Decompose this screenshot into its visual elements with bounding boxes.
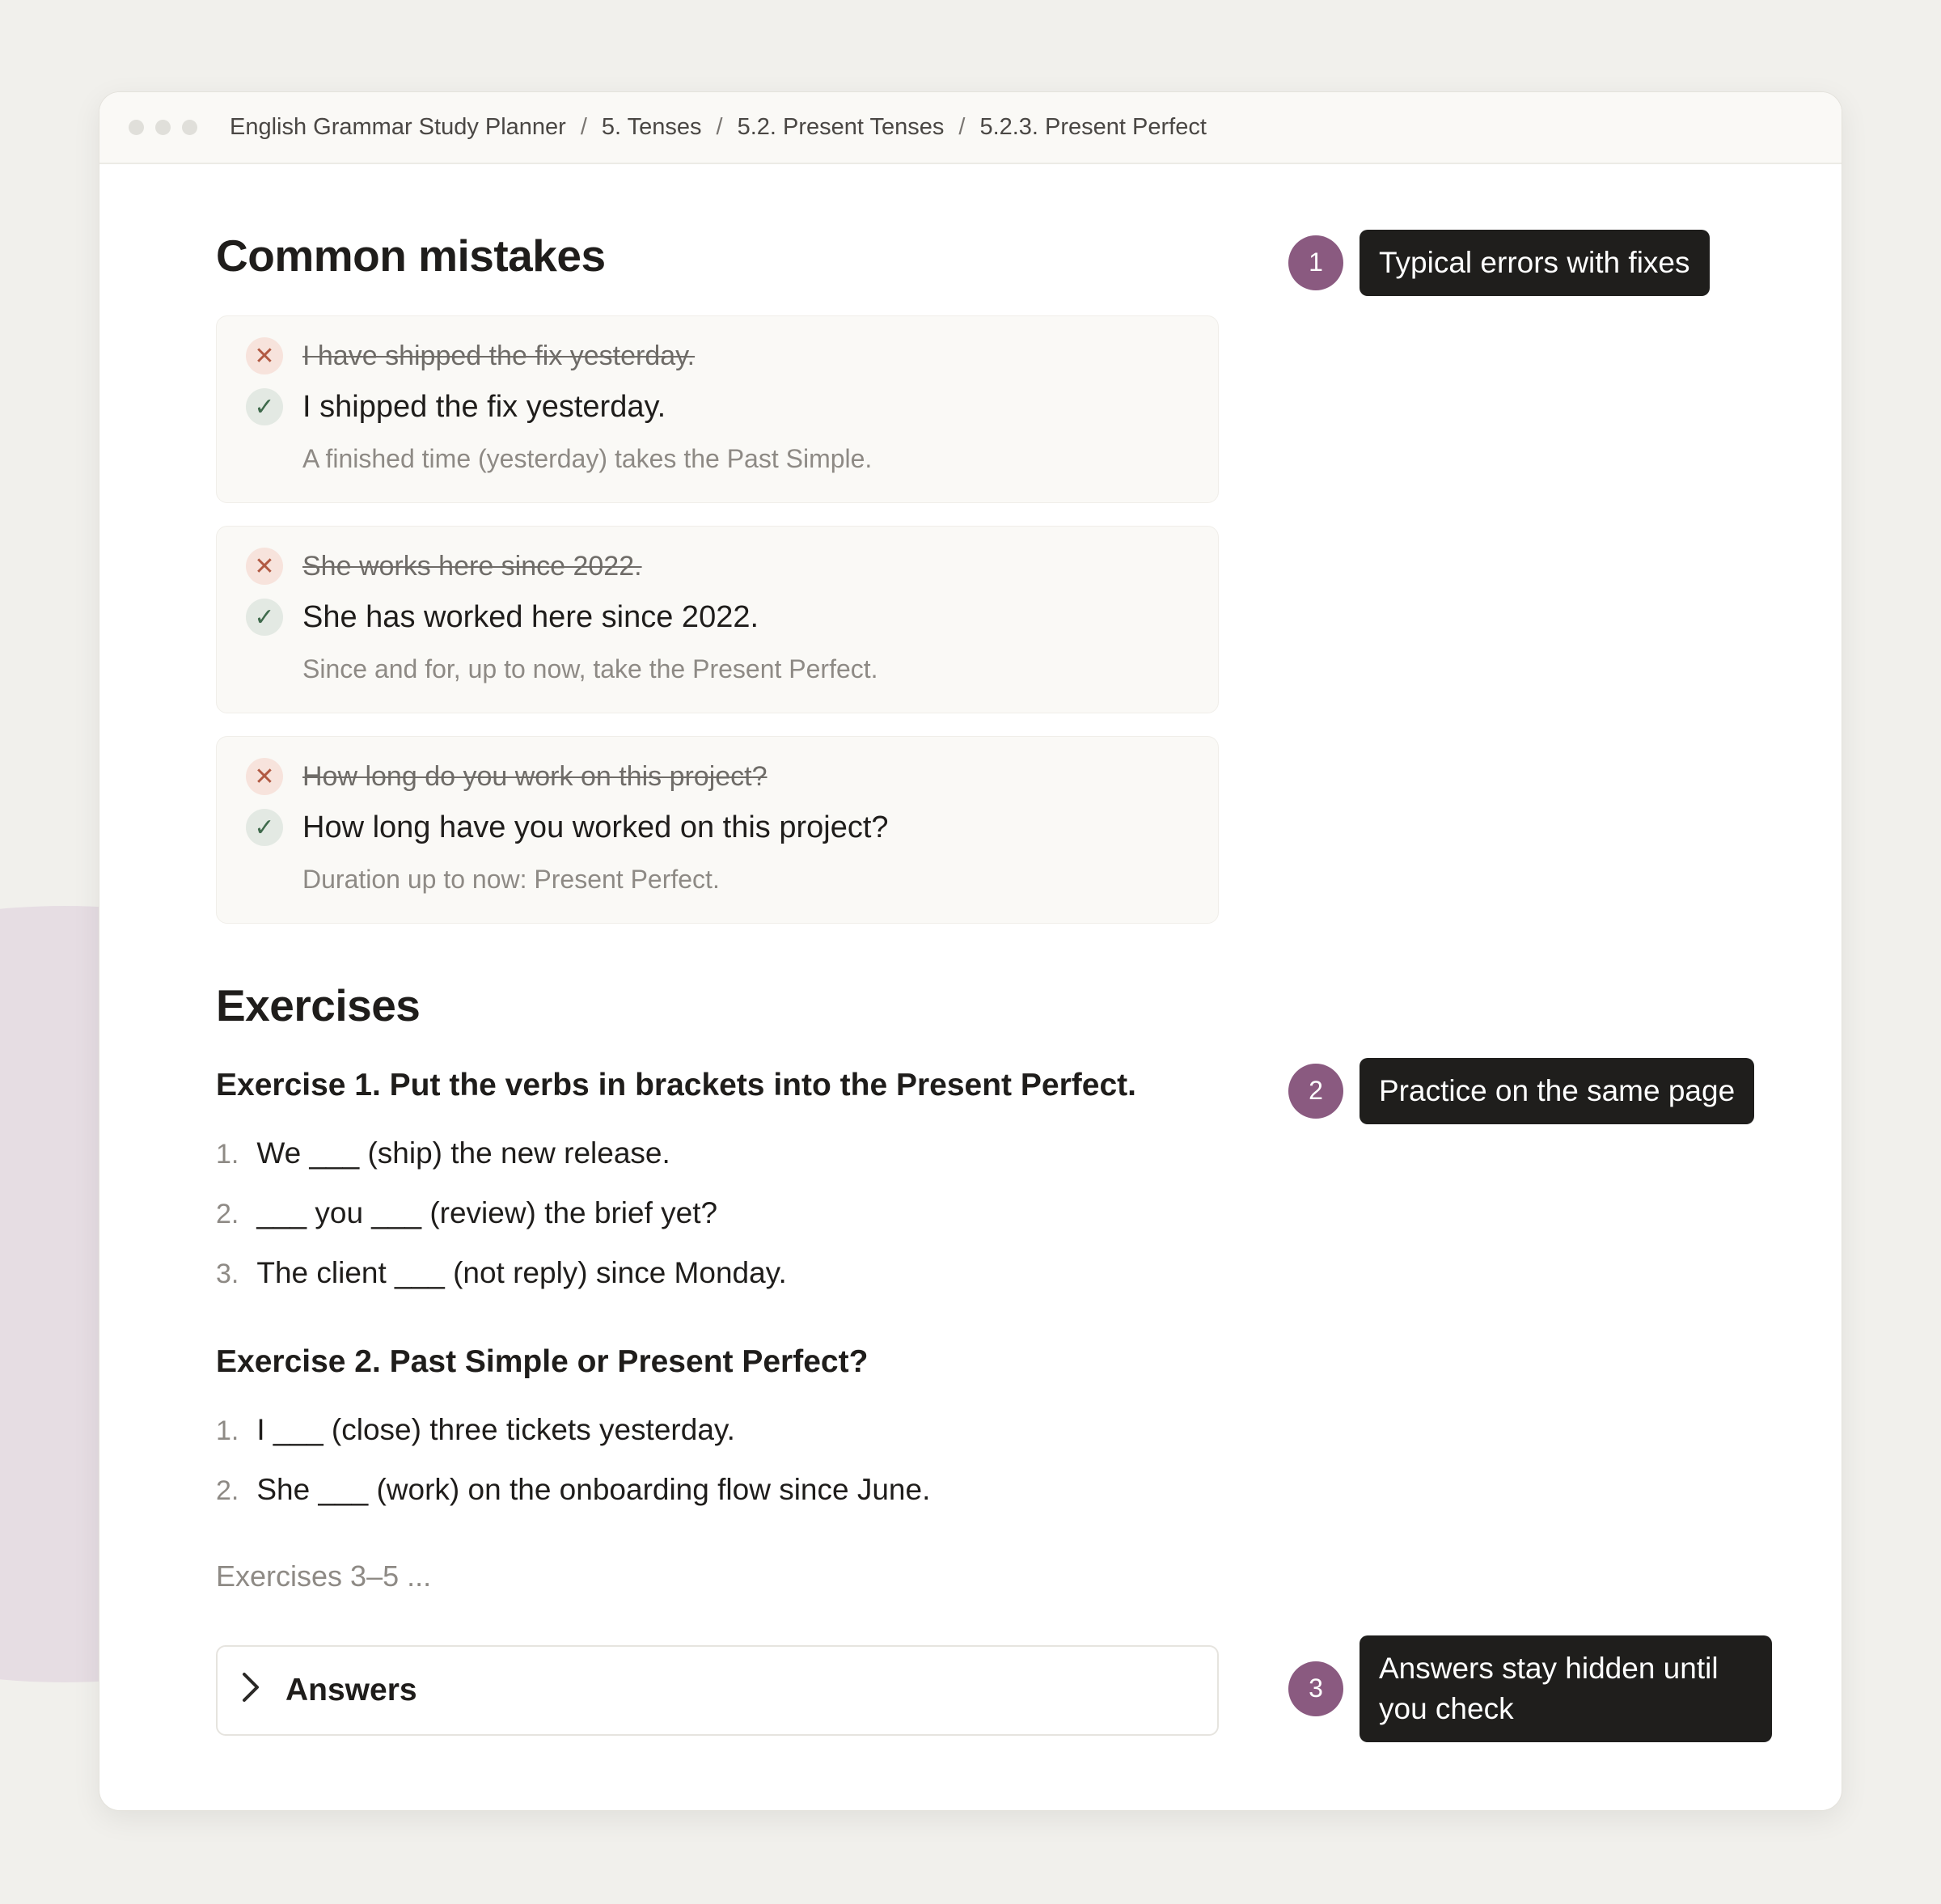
exercise-item [216, 1473, 930, 1507]
callout-number: 3 [1288, 1661, 1343, 1716]
item-text: ___ you ___ (review) the brief yet? [256, 1196, 718, 1229]
breadcrumb-item-present-tenses[interactable]: 5.2. Present Tenses [737, 114, 945, 140]
breadcrumb-separator: / [580, 114, 587, 140]
item-number: 2. [216, 1199, 239, 1229]
exercise-item [216, 1413, 735, 1447]
chevron-right-icon [240, 1671, 261, 1710]
check-icon: ✓ [246, 599, 283, 636]
mistake-card [216, 736, 1219, 924]
item-text: We ___ (ship) the new release. [256, 1136, 670, 1170]
callout-2 [1288, 1058, 1754, 1124]
item-number: 1. [216, 1139, 239, 1170]
item-number: 3. [216, 1259, 239, 1289]
more-exercises-note: Exercises 3–5 ... [216, 1559, 432, 1593]
correct-sentence: She has worked here since 2022. [302, 599, 759, 634]
right-row [246, 599, 759, 636]
wrong-sentence: How long do you work on this project? [302, 760, 768, 792]
exercise-item [216, 1136, 670, 1170]
breadcrumb-item-present-perfect[interactable]: 5.2.3. Present Perfect [979, 114, 1207, 140]
close-icon: ✕ [246, 337, 283, 374]
item-text: I ___ (close) three tickets yesterday. [256, 1413, 735, 1446]
window-controls [129, 120, 197, 135]
window-minimize-dot[interactable] [155, 120, 171, 135]
answers-toggle[interactable] [216, 1645, 1219, 1736]
callout-tooltip: Typical errors with fixes [1360, 230, 1710, 296]
correct-sentence: How long have you worked on this project? [302, 810, 889, 844]
item-text: She ___ (work) on the onboarding flow since June. [256, 1473, 931, 1506]
mistake-card [216, 526, 1219, 713]
mistake-explanation: Duration up to now: Present Perfect. [302, 865, 720, 894]
app-window [99, 91, 1842, 1811]
mistake-explanation: A finished time (yesterday) takes the Past Simple. [302, 444, 873, 473]
answers-label: Answers [285, 1673, 417, 1707]
correct-sentence: I shipped the fix yesterday. [302, 389, 666, 424]
right-row [246, 388, 666, 425]
check-icon: ✓ [246, 388, 283, 425]
breadcrumb-item-planner[interactable]: English Grammar Study Planner [230, 114, 566, 140]
exercise-item [216, 1256, 787, 1290]
callout-tooltip: Practice on the same page [1360, 1058, 1754, 1124]
item-number: 2. [216, 1475, 239, 1506]
breadcrumb-separator: / [716, 114, 723, 140]
callout-tooltip: Answers stay hidden until you check [1360, 1635, 1772, 1742]
close-icon: ✕ [246, 758, 283, 795]
common-mistakes-heading: Common mistakes [216, 231, 606, 281]
item-number: 1. [216, 1415, 239, 1446]
exercises-heading: Exercises [216, 980, 421, 1030]
wrong-row [246, 758, 768, 795]
close-icon: ✕ [246, 548, 283, 585]
wrong-sentence: She works here since 2022. [302, 550, 642, 582]
mistake-explanation: Since and for, up to now, take the Present Perfect. [302, 654, 878, 683]
callout-number: 1 [1288, 235, 1343, 290]
breadcrumb-separator: / [958, 114, 966, 140]
right-row [246, 809, 889, 846]
breadcrumb-item-tenses[interactable]: 5. Tenses [601, 114, 702, 140]
exercise-1-title: Exercise 1. Put the verbs in brackets into the Present Perfect. [216, 1068, 1136, 1102]
item-text: The client ___ (not reply) since Monday. [256, 1256, 787, 1289]
breadcrumb [230, 114, 1207, 141]
callout-number: 2 [1288, 1064, 1343, 1119]
callout-3 [1288, 1635, 1772, 1742]
exercise-2-title: Exercise 2. Past Simple or Present Perfect? [216, 1344, 869, 1379]
wrong-row [246, 337, 695, 374]
exercise-item [216, 1196, 717, 1230]
window-close-dot[interactable] [129, 120, 144, 135]
title-bar [99, 92, 1842, 164]
mistake-card [216, 315, 1219, 503]
check-icon: ✓ [246, 809, 283, 846]
callout-1 [1288, 230, 1710, 296]
window-maximize-dot[interactable] [182, 120, 197, 135]
wrong-row [246, 548, 642, 585]
wrong-sentence: I have shipped the fix yesterday. [302, 340, 696, 371]
